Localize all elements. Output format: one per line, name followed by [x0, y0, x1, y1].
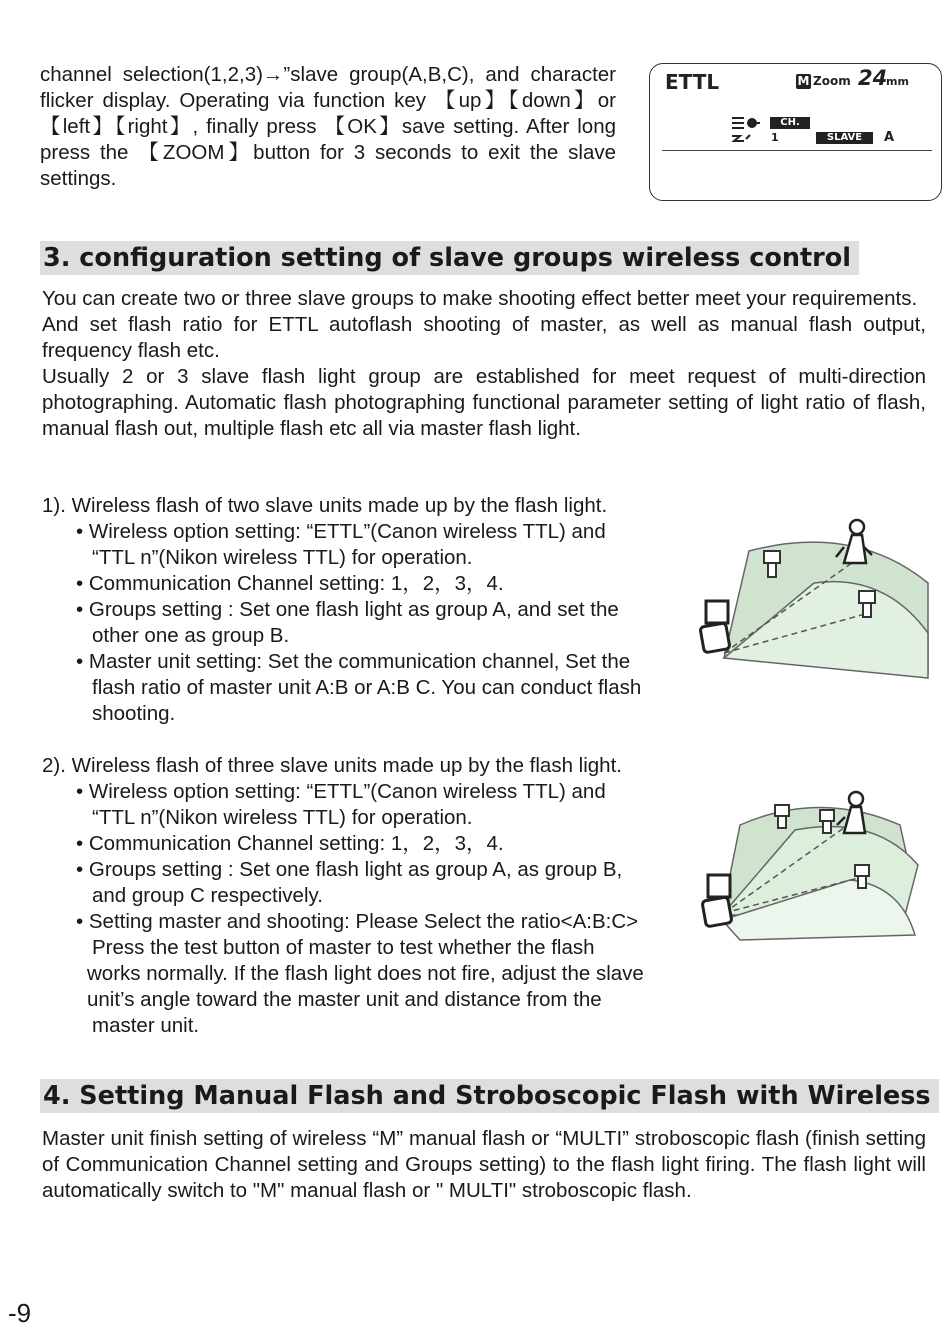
three-slave-groups-diagram	[700, 785, 928, 945]
list-item: • Master unit setting: Set the communication channel, Set the	[76, 650, 631, 673]
slave-flash-icon	[820, 810, 834, 833]
intro-paragraph: channel selection(1,2,3)→”slave group(A,B,C), and character flicker display. Operating via function key 【up】【down】or【left】【right】, finally press 【OK】save setting. After long press the 【ZOOM】button for 3 seconds to exit the slave settings.	[40, 63, 616, 190]
two-slave-groups-diagram	[694, 513, 930, 690]
list-item: shooting.	[92, 702, 176, 725]
section3-body	[42, 286, 926, 442]
list-item: works normally. If the flash light does not fire, adjust the slave	[87, 962, 644, 985]
list-item: other one as group B.	[92, 624, 290, 647]
list-item: and group C respectively.	[92, 884, 323, 907]
list-item: • Groups setting : Set one flash light as group A, as group B,	[76, 858, 623, 881]
list-item: • Communication Channel setting: 1，2，3，4.	[76, 832, 504, 855]
list-item: • Communication Channel setting: 1，2，3，4.	[76, 572, 504, 595]
list-item: • Wireless option setting: “ETTL”(Canon wireless TTL) and	[76, 520, 606, 543]
page-number: -9	[8, 1298, 32, 1328]
section3-paragraph-1: You can create two or three slave groups to make shooting effect better meet your requirements.	[42, 287, 918, 310]
lcd-ch-value: 1	[771, 131, 779, 144]
lcd-zoom-value: 24	[858, 66, 888, 90]
section4-heading: 4. Setting Manual Flash and Stroboscopic Flash with Wireless	[40, 1079, 939, 1113]
list-item: flash ratio of master unit A:B or A:B C. You can conduct flash	[92, 676, 642, 699]
list-item: • Groups setting : Set one flash light as group A, and set the	[76, 598, 619, 621]
lcd-mode: ETTL	[665, 70, 720, 94]
list2-title: 2). Wireless flash of three slave units made up by the flash light.	[42, 754, 622, 777]
wireless-flash-icon	[730, 113, 770, 143]
section3-paragraph-2: And set flash ratio for ETTL autoflash shooting of master, as well as manual flash output, frequency flash etc.	[42, 313, 926, 362]
master-flash-icon	[702, 875, 732, 927]
slave-flash-icon	[775, 805, 789, 828]
list-item: “TTL n”(Nikon wireless TTL) for operation.	[92, 806, 473, 829]
list-two-slaves	[42, 493, 641, 727]
section3-heading: 3. configuration setting of slave groups wireless control	[40, 241, 859, 275]
list-three-slaves	[42, 753, 644, 1039]
lcd-slave-label: SLAVE	[816, 132, 873, 144]
slave-flash-icon	[855, 865, 869, 888]
section4-paragraph: Master unit finish setting of wireless “M” manual flash or “MULTI” stroboscopic flash (finish setting of Communication Channel setting and Groups setting) to the flash light firing. The flash light will automatically switch to "M" manual flash or " MULTI" stroboscopic flash.	[42, 1127, 926, 1202]
lcd-ch-label: CH.	[770, 117, 810, 129]
list-item: • Setting master and shooting: Please Select the ratio<A:B:C>	[76, 910, 639, 933]
list-item: master unit.	[92, 1014, 200, 1037]
list-item: • Wireless option setting: “ETTL”(Canon wireless TTL) and	[76, 780, 606, 803]
section3-paragraph-3: Usually 2 or 3 slave flash light group are established for meet request of multi-direction photographing. Automatic flash photographing functional parameter setting of light ratio of flash, manual flash out, multiple flash etc all via master flash light.	[42, 365, 926, 440]
master-flash-icon	[700, 601, 730, 653]
list-item: Press the test button of master to test whether the flash	[92, 936, 595, 959]
list-item: “TTL n”(Nikon wireless TTL) for operation.	[92, 546, 473, 569]
lcd-divider	[662, 150, 932, 151]
lcd-group: A	[884, 130, 895, 145]
lcd-m-badge: M	[797, 74, 810, 88]
lcd-display	[649, 63, 942, 201]
lcd-zoom-label: Zoom	[813, 74, 851, 88]
list1-title: 1). Wireless flash of two slave units made up by the flash light.	[42, 494, 608, 517]
lcd-zoom-unit: mm	[886, 75, 909, 88]
list-item: unit’s angle toward the master unit and distance from the	[87, 988, 602, 1011]
